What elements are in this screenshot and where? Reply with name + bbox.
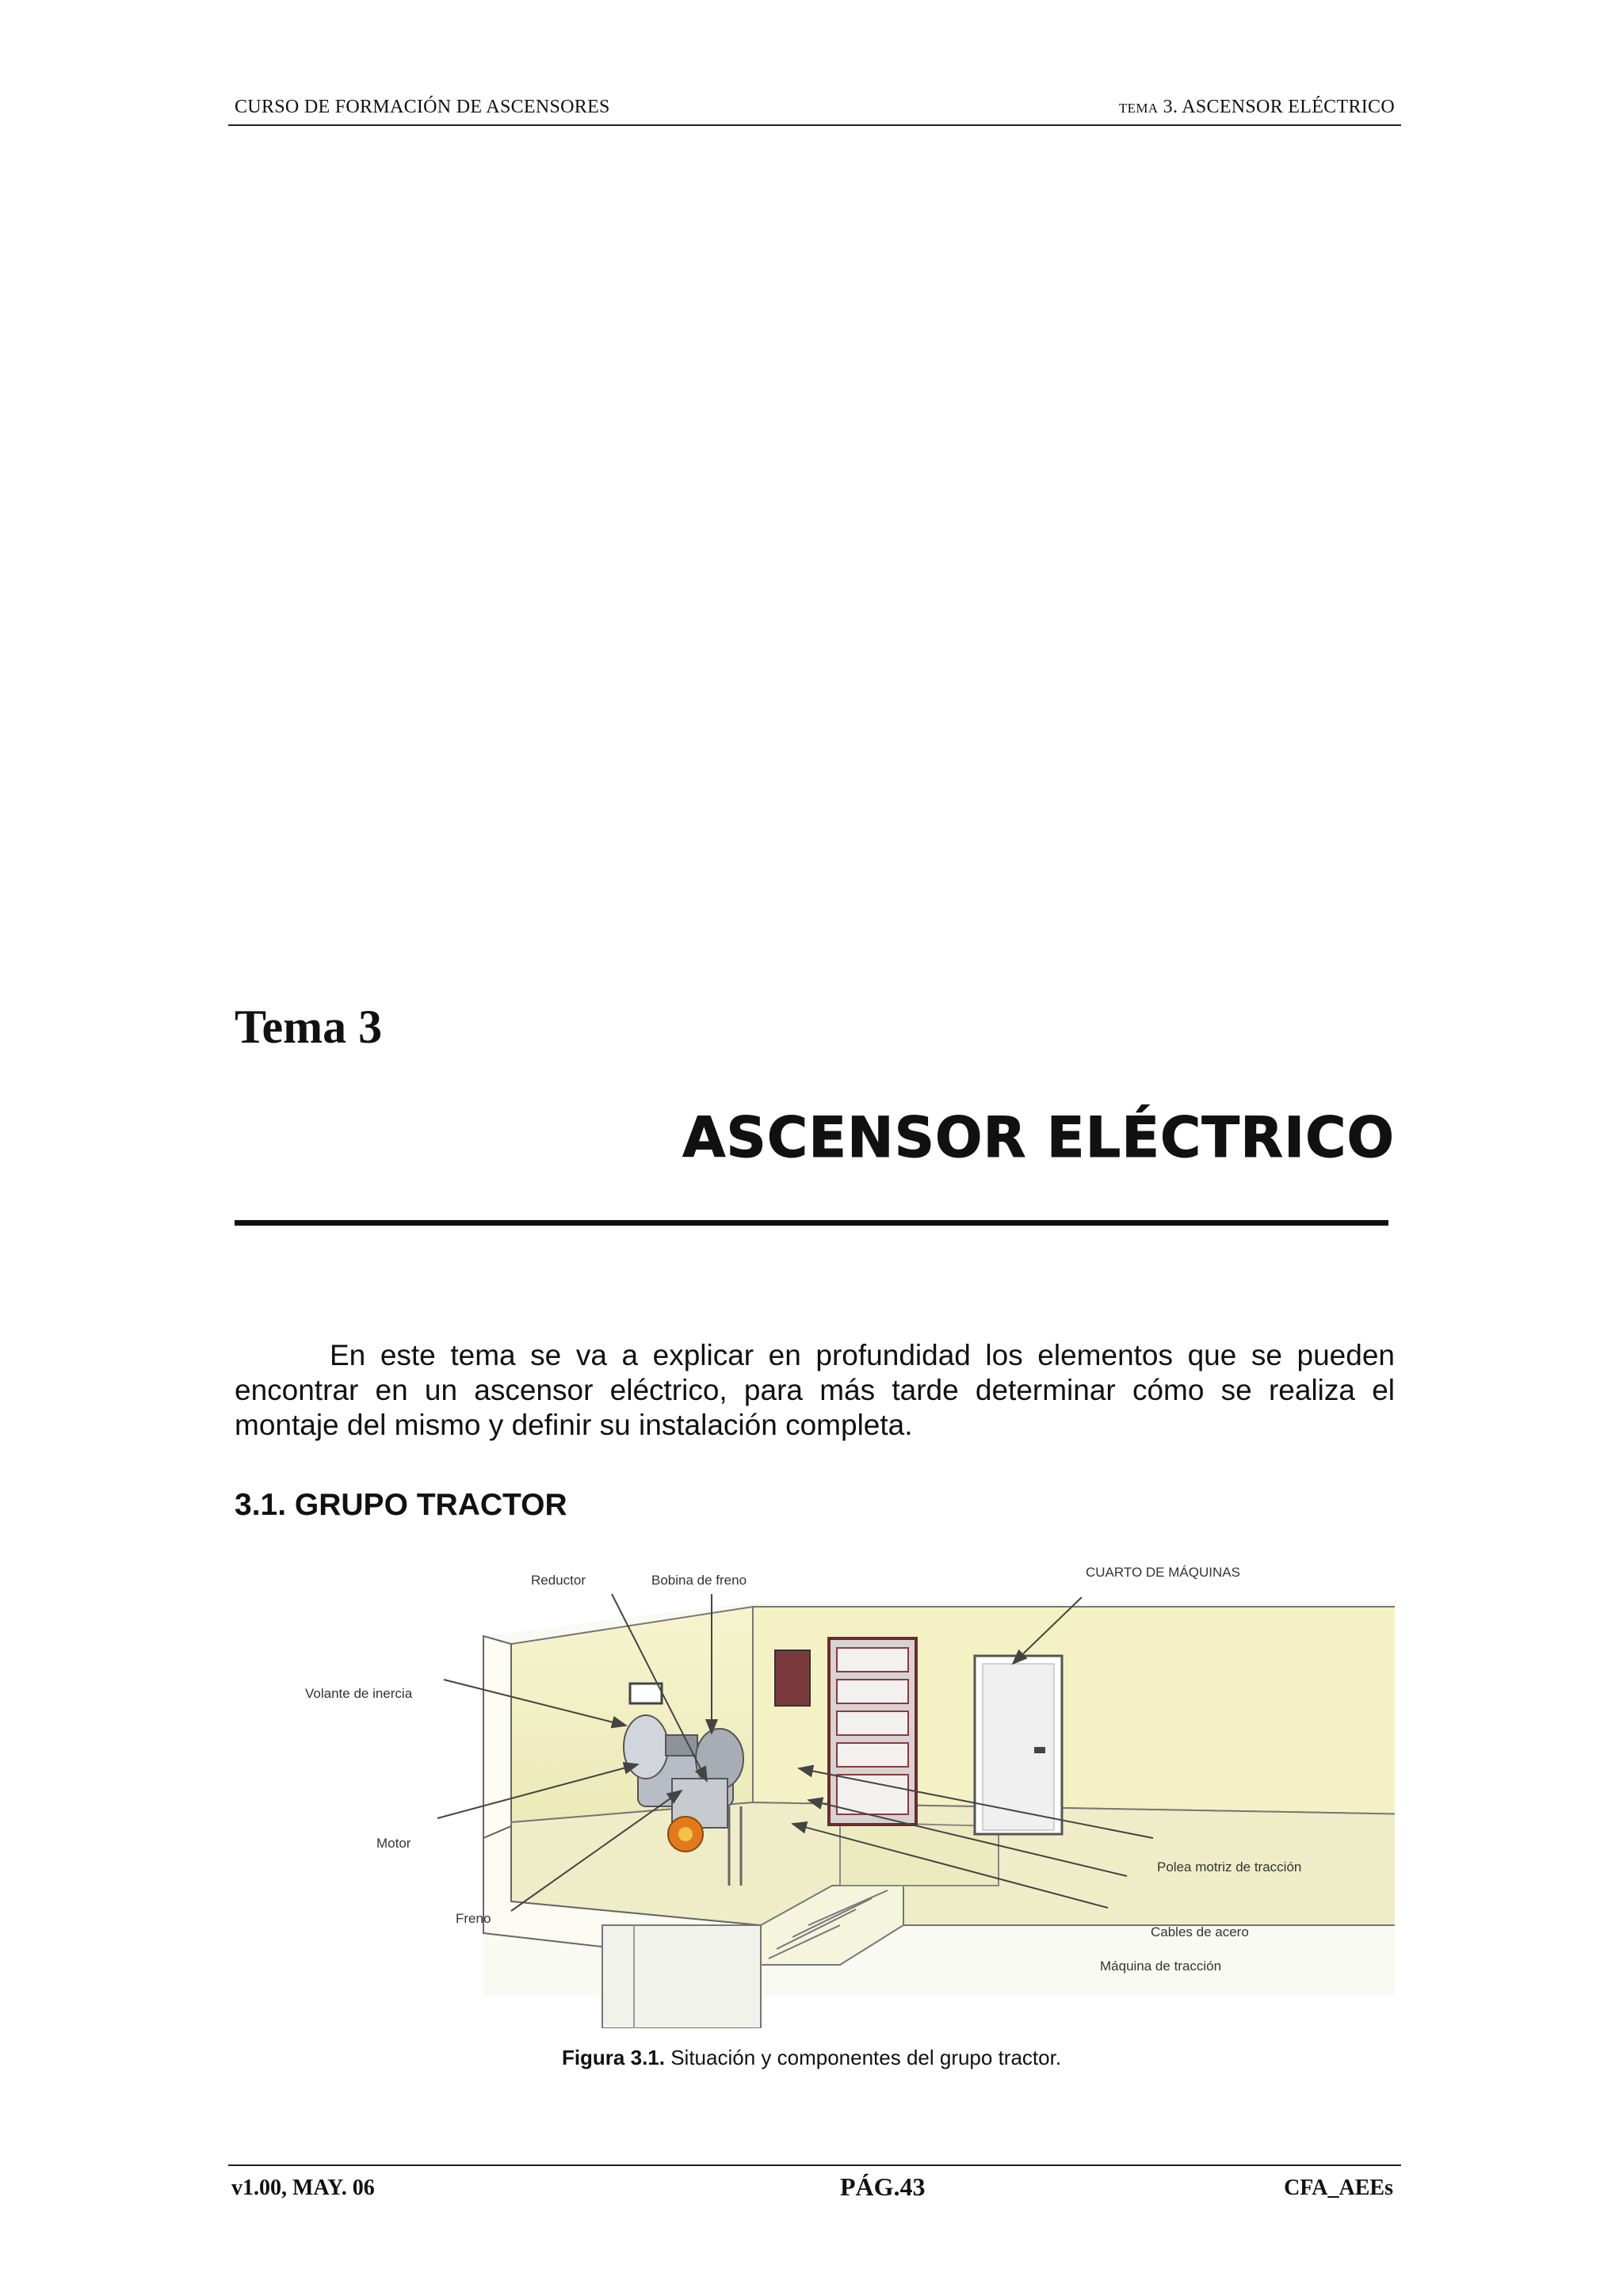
switch-panel xyxy=(775,1650,810,1706)
label-bobina-de-freno: Bobina de freno xyxy=(651,1573,747,1588)
chapter-number: Tema 3 xyxy=(235,1001,383,1053)
machine-room-illustration xyxy=(483,1602,1395,2028)
header-tema-prefix: TEMA xyxy=(1118,101,1159,116)
footer-version: v1.00, MAY. 06 xyxy=(231,2176,375,2200)
control-cabinet xyxy=(829,1638,916,1825)
label-freno: Freno xyxy=(456,1911,491,1926)
label-cables-de-acero: Cables de acero xyxy=(1151,1924,1249,1939)
door xyxy=(975,1656,1062,1834)
intro-paragraph: En este tema se va a explicar en profundidad los elementos que se pueden encontrar en un ascensor eléctrico, para más tarde determinar cómo se realiza el montaje del mismo y definir su instalación completa. xyxy=(235,1339,1395,1441)
label-volante-de-inercia: Volante de inercia xyxy=(305,1686,413,1701)
header-course-title: CURSO DE FORMACIÓN DE ASCENSORES xyxy=(235,97,610,117)
wall-vent xyxy=(630,1684,662,1703)
label-maquina-de-traccion: Máquina de tracción xyxy=(1100,1958,1222,1974)
figure-caption-number: Figura 3.1. xyxy=(561,2046,665,2069)
section-heading: 3.1. GRUPO TRACTOR xyxy=(235,1488,567,1522)
label-polea-motriz: Polea motriz de tracción xyxy=(1157,1859,1302,1875)
label-motor: Motor xyxy=(376,1836,411,1851)
chapter-divider xyxy=(235,1220,1388,1226)
header-divider xyxy=(228,124,1401,126)
figure-caption xyxy=(0,2046,1623,2070)
label-cuarto-de-maquinas: CUARTO DE MÁQUINAS xyxy=(1086,1565,1240,1580)
figure-caption-text: Situación y componentes del grupo tractor. xyxy=(664,2046,1062,2069)
header-chapter-title: 3. ASCENSOR ELÉCTRICO xyxy=(1163,97,1395,117)
footer-divider xyxy=(228,2164,1401,2166)
footer-code: CFA_AEEs xyxy=(1284,2176,1393,2200)
machine-room-figure xyxy=(285,1553,1395,2028)
label-reductor: Reductor xyxy=(531,1573,586,1588)
header-chapter xyxy=(1119,97,1395,118)
footer-page-number: PÁG.43 xyxy=(840,2172,926,2201)
chapter-title: ASCENSOR ELÉCTRICO xyxy=(682,1105,1395,1170)
